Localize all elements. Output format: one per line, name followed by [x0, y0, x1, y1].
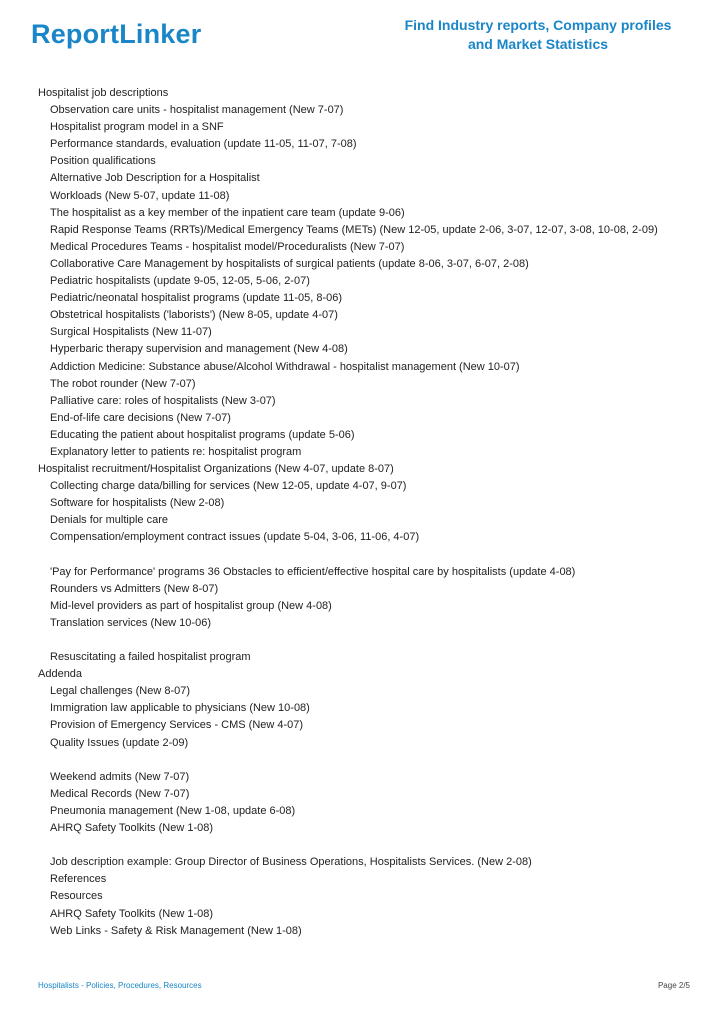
- tagline-line-1: Find Industry reports, Company profiles: [404, 17, 672, 33]
- list-item: Performance standards, evaluation (update 11-05, 11-07, 7-08): [50, 138, 357, 151]
- reportlinker-logo[interactable]: ReportLinker: [31, 19, 202, 49]
- blank-line: [38, 547, 718, 564]
- list-item: Educating the patient about hospitalist programs (update 5-06): [50, 428, 355, 441]
- tagline-line-2: and Market Statistics: [467, 36, 609, 52]
- list-item: Collecting charge data/billing for services (New 12-05, update 4-07, 9-07): [50, 480, 407, 493]
- list-item: 'Pay for Performance' programs 36 Obstacles to efficient/effective hospital care by hospitalists (update 4-08): [50, 565, 576, 578]
- list-item: Provision of Emergency Services - CMS (New 4-07): [50, 719, 304, 732]
- table-of-contents: [38, 85, 718, 940]
- list-item: The hospitalist as a key member of the inpatient care team (update 9-06): [50, 206, 405, 219]
- list-item: References: [50, 873, 107, 886]
- list-item: The robot rounder (New 7-07): [50, 377, 196, 390]
- list-item: Quality Issues (update 2-09): [50, 736, 189, 749]
- list-item: Rapid Response Teams (RRTs)/Medical Emergency Teams (METs) (New 12-05, update 2-06, 3-07, 12-07, 3-08, 10-08, 2-09): [50, 223, 658, 236]
- list-item: Resources: [50, 890, 103, 903]
- list-item: Addiction Medicine: Substance abuse/Alcohol Withdrawal - hospitalist management (New 10-07): [50, 360, 520, 373]
- section-heading: Hospitalist recruitment/Hospitalist Organizations (New 4-07, update 8-07): [38, 463, 394, 476]
- list-item: Resuscitating a failed hospitalist program: [50, 651, 251, 664]
- list-item: Legal challenges (New 8-07): [50, 685, 191, 698]
- list-item: Collaborative Care Management by hospitalists of surgical patients (update 8-06, 3-07, 6-07, 2-08): [50, 257, 529, 270]
- list-item: AHRQ Safety Toolkits (New 1-08): [50, 822, 214, 835]
- list-item: Job description example: Group Director of Business Operations, Hospitalists Services. (New 2-08): [50, 856, 532, 869]
- list-item: Pediatric hospitalists (update 9-05, 12-05, 5-06, 2-07): [50, 275, 310, 288]
- header-tagline[interactable]: [388, 16, 688, 54]
- list-item: Translation services (New 10-06): [50, 616, 211, 629]
- list-item: Denials for multiple care: [50, 514, 168, 527]
- blank-line: [38, 837, 718, 854]
- section-heading: Hospitalist job descriptions: [38, 87, 169, 99]
- list-item: Workloads (New 5-07, update 11-08): [50, 189, 230, 202]
- list-item: Software for hospitalists (New 2-08): [50, 497, 225, 510]
- list-item: AHRQ Safety Toolkits (New 1-08): [50, 907, 214, 920]
- list-item: Obstetrical hospitalists ('laborists') (New 8-05, update 4-07): [50, 309, 338, 322]
- list-item: End-of-life care decisions (New 7-07): [50, 411, 231, 424]
- list-item: Hospitalist program model in a SNF: [50, 121, 224, 134]
- footer-report-title-link[interactable]: Hospitalists - Policies, Procedures, Resources: [38, 981, 202, 990]
- list-item: Alternative Job Description for a Hospitalist: [50, 172, 260, 185]
- list-item: Web Links - Safety & Risk Management (New 1-08): [50, 924, 302, 937]
- blank-line: [38, 752, 718, 769]
- list-item: Medical Procedures Teams - hospitalist model/Proceduralists (New 7-07): [50, 240, 405, 253]
- list-item: Medical Records (New 7-07): [50, 787, 190, 800]
- list-item: Surgical Hospitalists (New 11-07): [50, 326, 212, 339]
- section-heading: Addenda: [38, 668, 83, 681]
- list-item: Position qualifications: [50, 155, 156, 168]
- list-item: Hyperbaric therapy supervision and management (New 4-08): [50, 343, 348, 356]
- list-item: Observation care units - hospitalist management (New 7-07): [50, 104, 344, 117]
- list-item: Palliative care: roles of hospitalists (New 3-07): [50, 394, 276, 407]
- list-item: Explanatory letter to patients re: hospitalist program: [50, 445, 302, 458]
- list-item: Pediatric/neonatal hospitalist programs (update 11-05, 8-06): [50, 292, 343, 305]
- list-item: Pneumonia management (New 1-08, update 6-08): [50, 804, 296, 817]
- list-item: Immigration law applicable to physicians (New 10-08): [50, 702, 310, 715]
- list-item: Compensation/employment contract issues (update 5-04, 3-06, 11-06, 4-07): [50, 531, 420, 544]
- blank-line: [38, 632, 718, 649]
- list-item: Rounders vs Admitters (New 8-07): [50, 582, 219, 595]
- list-item: Weekend admits (New 7-07): [50, 770, 190, 783]
- footer-page-number: Page 2/5: [657, 981, 690, 990]
- list-item: Mid-level providers as part of hospitalist group (New 4-08): [50, 599, 332, 612]
